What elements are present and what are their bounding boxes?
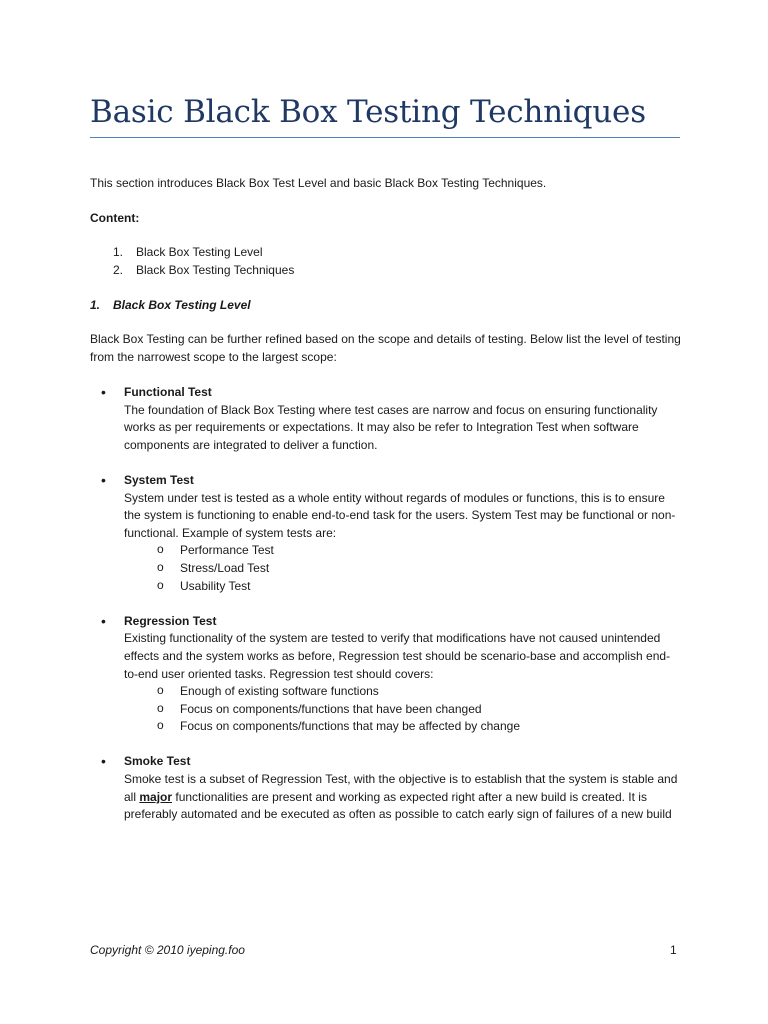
bullet-icon: •: [101, 384, 106, 400]
section-heading: [90, 297, 251, 315]
section-intro-paragraph: Black Box Testing can be further refined based on the scope and details of testing. Below list the level of testing from the narrowest scope to the largest scope:: [90, 332, 681, 364]
list-item-functional-test: [101, 384, 701, 454]
sub-list-item: [124, 578, 701, 596]
bullet-description: System under test is tested as a whole entity without regards of modules or functions, this is to ensure the system is functioning to enable end-to-end task for the users. System Test may be functional or non-functional. Example of system tests are:: [124, 490, 676, 540]
bullet-title: Functional Test: [124, 385, 212, 399]
bullet-title: Smoke Test: [124, 754, 191, 769]
page-title: Basic Black Box Testing Techniques: [90, 94, 646, 130]
content-list-item: [113, 262, 294, 280]
sub-list-item: [124, 718, 701, 736]
bullet-description: The foundation of Black Box Testing where test cases are narrow and focus on ensuring functionality works as per requirements or expectations. It may also be refer to Integration Test when software components are integrated to deliver a function.: [124, 402, 658, 452]
circle-bullet-icon: o: [157, 700, 164, 715]
list-item-system-test: [101, 472, 701, 595]
sub-item-text: Usability Test: [180, 578, 251, 593]
list-item-text: Black Box Testing Level: [136, 245, 263, 259]
title-underline: [90, 137, 680, 138]
list-number: 2.: [113, 262, 124, 277]
sub-list-item: [124, 560, 701, 578]
bullet-title: Regression Test: [124, 613, 217, 628]
section-number: 1.: [90, 298, 101, 312]
bullet-icon: •: [101, 753, 106, 770]
content-label: Content:: [90, 211, 140, 225]
sub-item-text: Stress/Load Test: [180, 560, 270, 575]
intro-paragraph: This section introduces Black Box Test Level and basic Black Box Testing Techniques.: [90, 176, 547, 190]
content-list: [113, 244, 294, 279]
list-item-text: Black Box Testing Techniques: [136, 262, 295, 277]
sub-item-text: Focus on components/functions that have been changed: [180, 701, 482, 716]
footer-copyright: Copyright © 2010 iyeping.foo: [90, 943, 245, 957]
list-item-smoke-test: [101, 753, 701, 823]
bullet-description: [124, 771, 684, 824]
circle-bullet-icon: o: [157, 577, 164, 592]
bullet-icon: •: [101, 471, 106, 488]
bullet-title: System Test: [124, 472, 194, 487]
emphasis-text: major: [139, 789, 173, 804]
circle-bullet-icon: o: [157, 718, 164, 733]
bullet-description: Existing functionality of the system are tested to verify that modifications have not caused unintended effects and the system works as before, Regression test should be scenario-base and accomplish end-to-end user oriented tasks. Regression test should covers:: [124, 631, 671, 681]
sub-list: [124, 683, 701, 736]
page-number: 1: [670, 943, 677, 957]
circle-bullet-icon: o: [157, 559, 164, 574]
circle-bullet-icon: o: [157, 683, 164, 698]
list-item-regression-test: [101, 613, 701, 736]
sub-list: [124, 542, 701, 595]
content-list-item: [113, 244, 294, 262]
bullet-icon: •: [101, 612, 106, 629]
list-number: 1.: [113, 245, 124, 259]
sub-list-item: [124, 701, 701, 719]
sub-list-item: [124, 683, 701, 701]
circle-bullet-icon: o: [157, 542, 164, 557]
section-heading-text: Black Box Testing Level: [113, 298, 251, 312]
sub-item-text: Focus on components/functions that may be affected by change: [180, 719, 520, 734]
description-text: functionalities are present and working as expected right after a new build is created. It is preferably automated and be executed as often as possible to catch early sign of failures of a new build: [124, 789, 672, 822]
sub-item-text: Performance Test: [180, 543, 274, 558]
sub-list-item: [124, 542, 701, 560]
description-text: Smoke test is a subset of Regression Test, with the objective is to establish that the system is stable and all: [124, 772, 678, 804]
testing-levels-list: [101, 384, 701, 841]
sub-item-text: Enough of existing software functions: [180, 684, 379, 699]
